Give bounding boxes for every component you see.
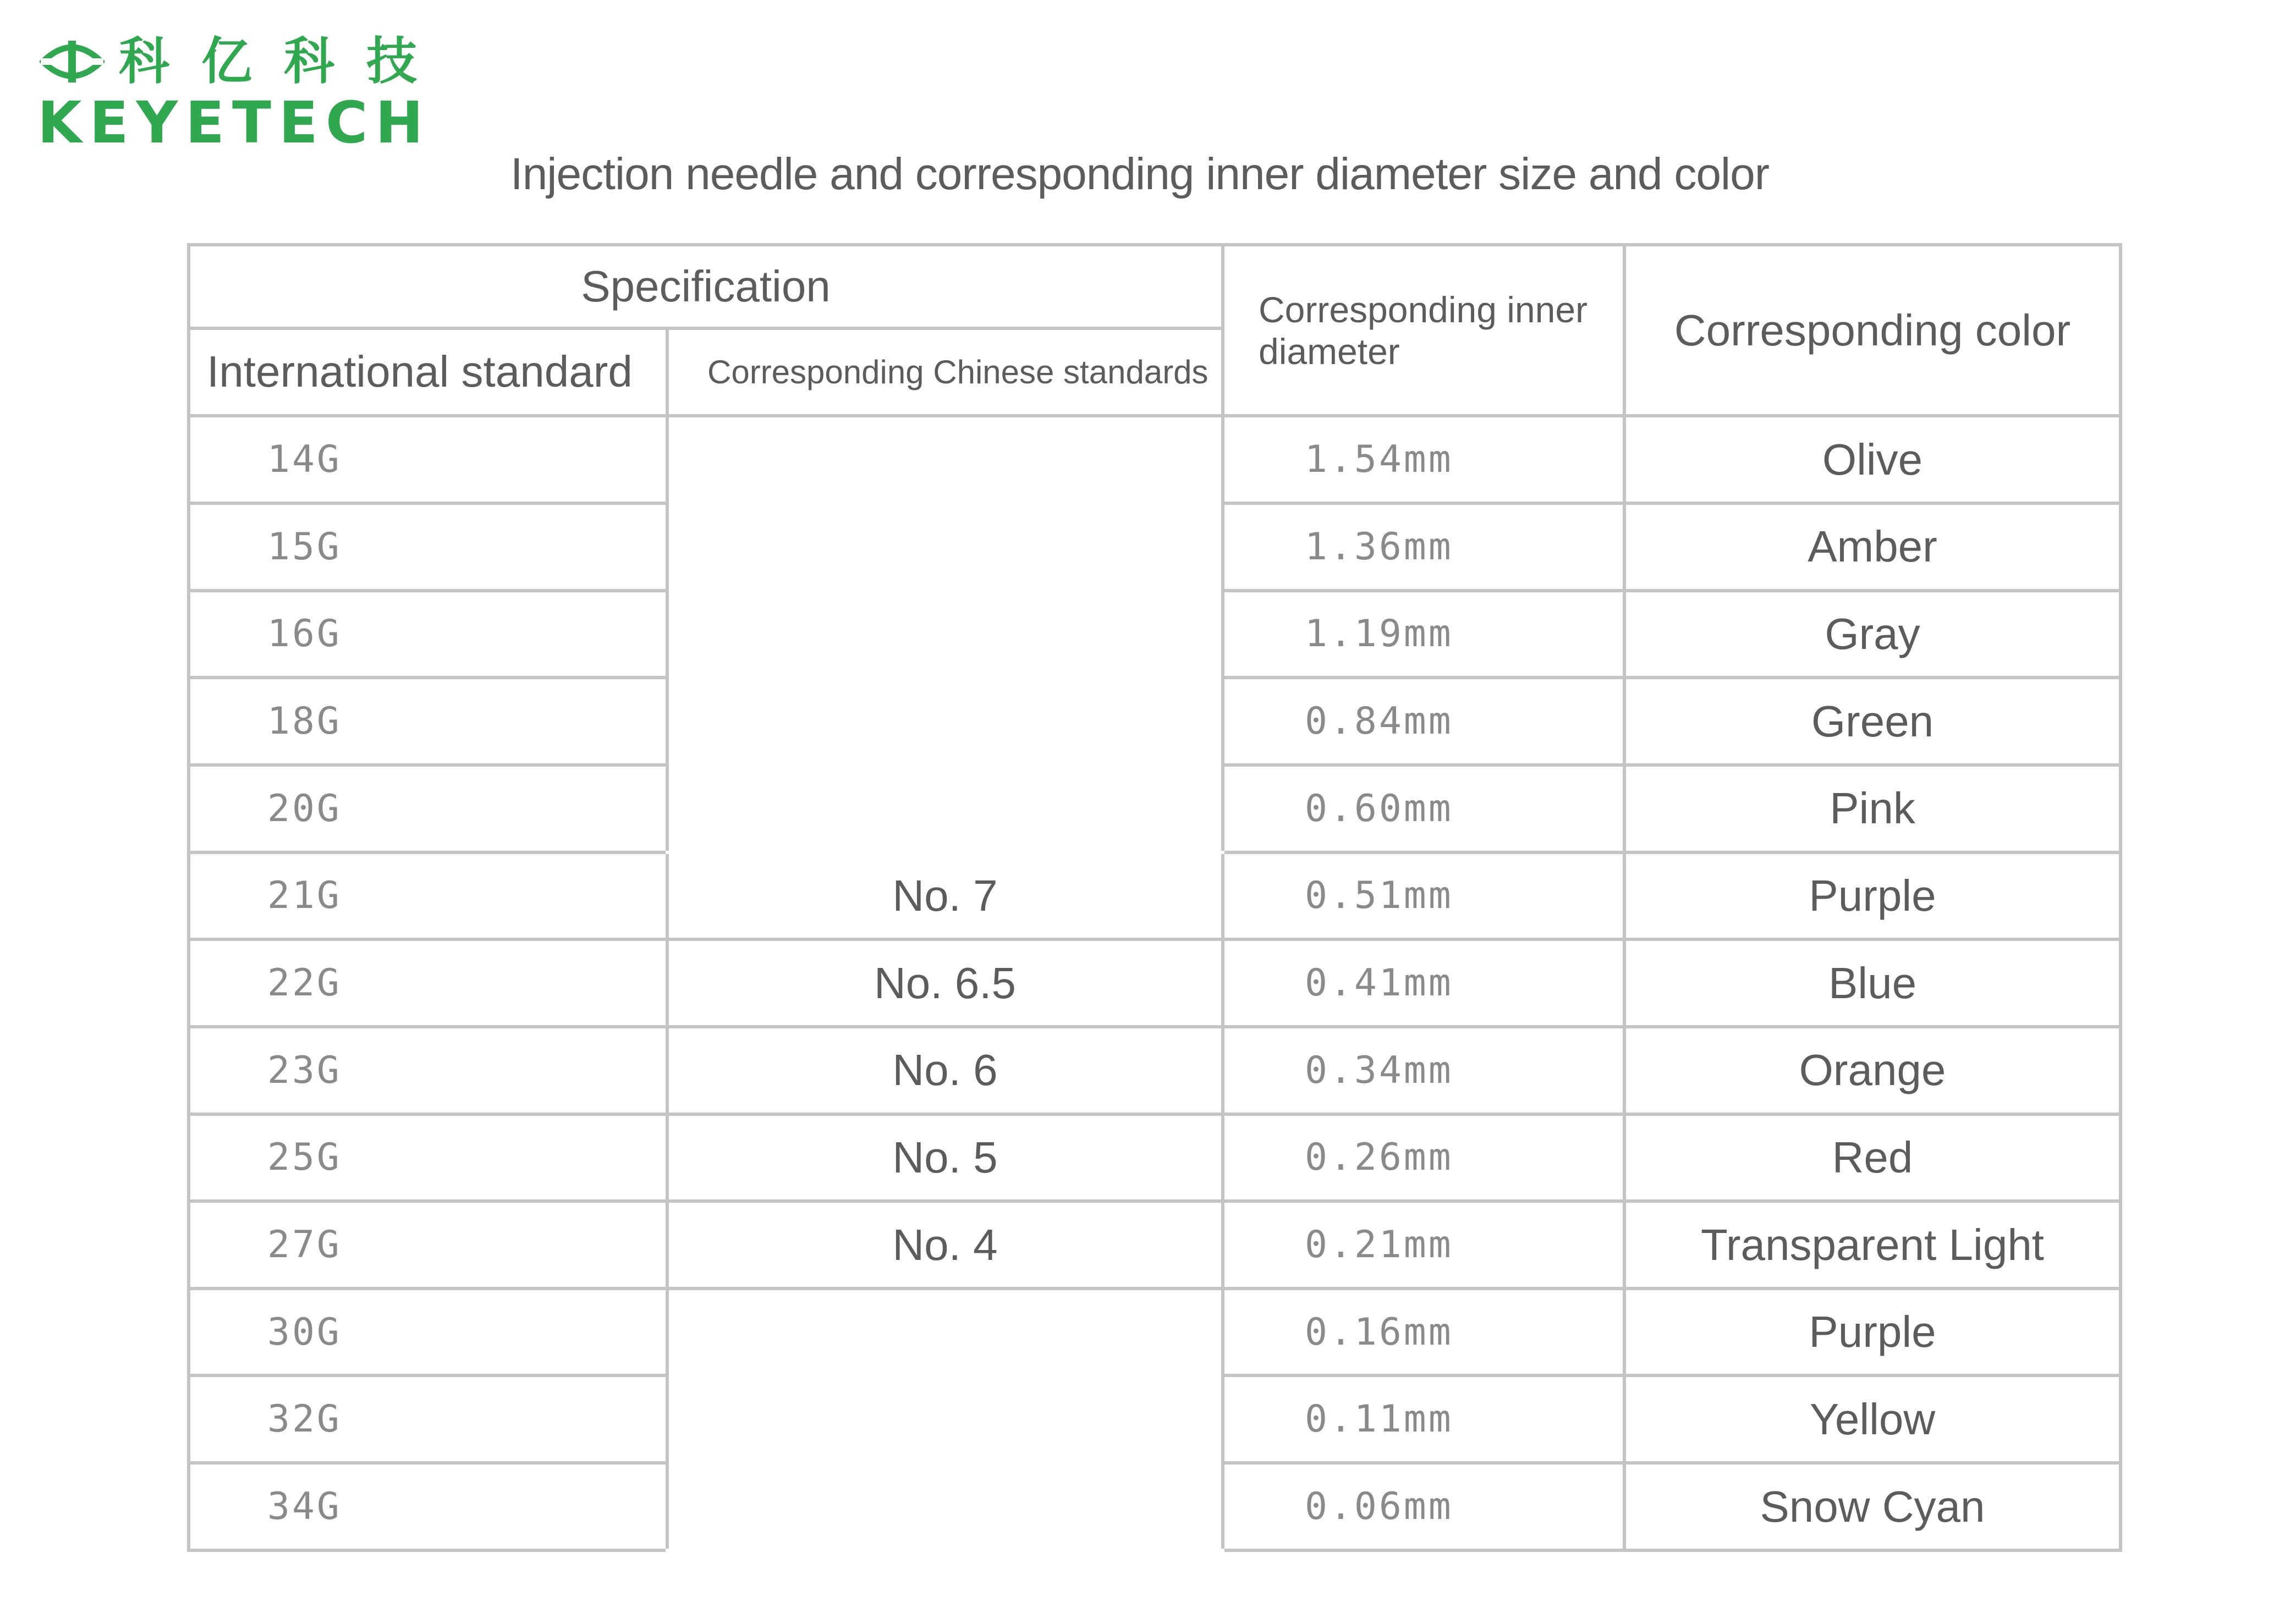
chinese-standard-cell: No. 6.5 (667, 939, 1223, 1027)
header-specification: Specification (189, 245, 1223, 328)
header-color: Corresponding color (1624, 245, 2121, 416)
chinese-standard-cell: No. 4 (667, 1201, 1223, 1289)
logo-english-name: KEYETECH (37, 89, 431, 156)
needle-size-table (187, 243, 2122, 1552)
chinese-standard-cell: No. 5 (667, 1114, 1223, 1202)
needle-table (187, 243, 2119, 1552)
gauge-cell: 22G (189, 939, 667, 1027)
gauge-cell: 25G (189, 1114, 667, 1202)
color-cell: Yellow (1624, 1375, 2121, 1463)
color-cell: Transparent Light (1624, 1201, 2121, 1289)
color-cell: Snow Cyan (1624, 1463, 2121, 1550)
gauge-cell: 20G (189, 765, 667, 852)
header-row-1 (189, 245, 2121, 328)
chinese-standard-cell-empty (667, 1289, 1223, 1550)
color-cell: Green (1624, 678, 2121, 765)
diameter-cell: 0.06mm (1223, 1463, 1624, 1550)
gauge-cell: 23G (189, 1027, 667, 1114)
chinese-standard-cell-empty (667, 416, 1223, 852)
company-logo (37, 29, 449, 156)
header-international-standard: International standard (189, 328, 667, 416)
gauge-cell: 27G (189, 1201, 667, 1289)
gauge-cell: 34G (189, 1463, 667, 1550)
gauge-cell: 14G (189, 416, 667, 503)
diameter-cell: 0.21mm (1223, 1201, 1624, 1289)
gauge-cell: 18G (189, 678, 667, 765)
color-cell: Red (1624, 1114, 2121, 1202)
diameter-cell: 0.11mm (1223, 1375, 1624, 1463)
diameter-cell: 1.54mm (1223, 416, 1624, 503)
eye-logo-icon (40, 36, 105, 87)
table-row (189, 1114, 2121, 1202)
gauge-cell: 15G (189, 503, 667, 591)
page-title: Injection needle and corresponding inner diameter size and color (510, 149, 1770, 199)
diameter-cell: 0.16mm (1223, 1289, 1624, 1376)
color-cell: Purple (1624, 1289, 2121, 1376)
table-row (189, 1289, 2121, 1376)
table-row (189, 939, 2121, 1027)
color-cell: Gray (1624, 591, 2121, 678)
chinese-standard-cell: No. 6 (667, 1027, 1223, 1114)
diameter-cell: 1.36mm (1223, 503, 1624, 591)
color-cell: Purple (1624, 852, 2121, 940)
color-cell: Pink (1624, 765, 2121, 852)
header-chinese-standards: Corresponding Chinese standards (667, 328, 1223, 416)
header-inner-diameter: Corresponding inner diameter (1223, 245, 1624, 416)
logo-chinese-name: 科亿科技 (119, 32, 449, 91)
table-row (189, 1201, 2121, 1289)
table-row (189, 416, 2121, 503)
diameter-cell: 0.26mm (1223, 1114, 1624, 1202)
diameter-cell: 0.51mm (1223, 852, 1624, 940)
color-cell: Blue (1624, 939, 2121, 1027)
diameter-cell: 0.84mm (1223, 678, 1624, 765)
diameter-cell: 0.60mm (1223, 765, 1624, 852)
diameter-cell: 0.41mm (1223, 939, 1624, 1027)
color-cell: Olive (1624, 416, 2121, 503)
diameter-cell: 0.34mm (1223, 1027, 1624, 1114)
table-row (189, 852, 2121, 940)
table-row (189, 1027, 2121, 1114)
gauge-cell: 32G (189, 1375, 667, 1463)
gauge-cell: 30G (189, 1289, 667, 1376)
color-cell: Orange (1624, 1027, 2121, 1114)
color-cell: Amber (1624, 503, 2121, 591)
diameter-cell: 1.19mm (1223, 591, 1624, 678)
gauge-cell: 16G (189, 591, 667, 678)
chinese-standard-cell: No. 7 (667, 852, 1223, 940)
gauge-cell: 21G (189, 852, 667, 940)
